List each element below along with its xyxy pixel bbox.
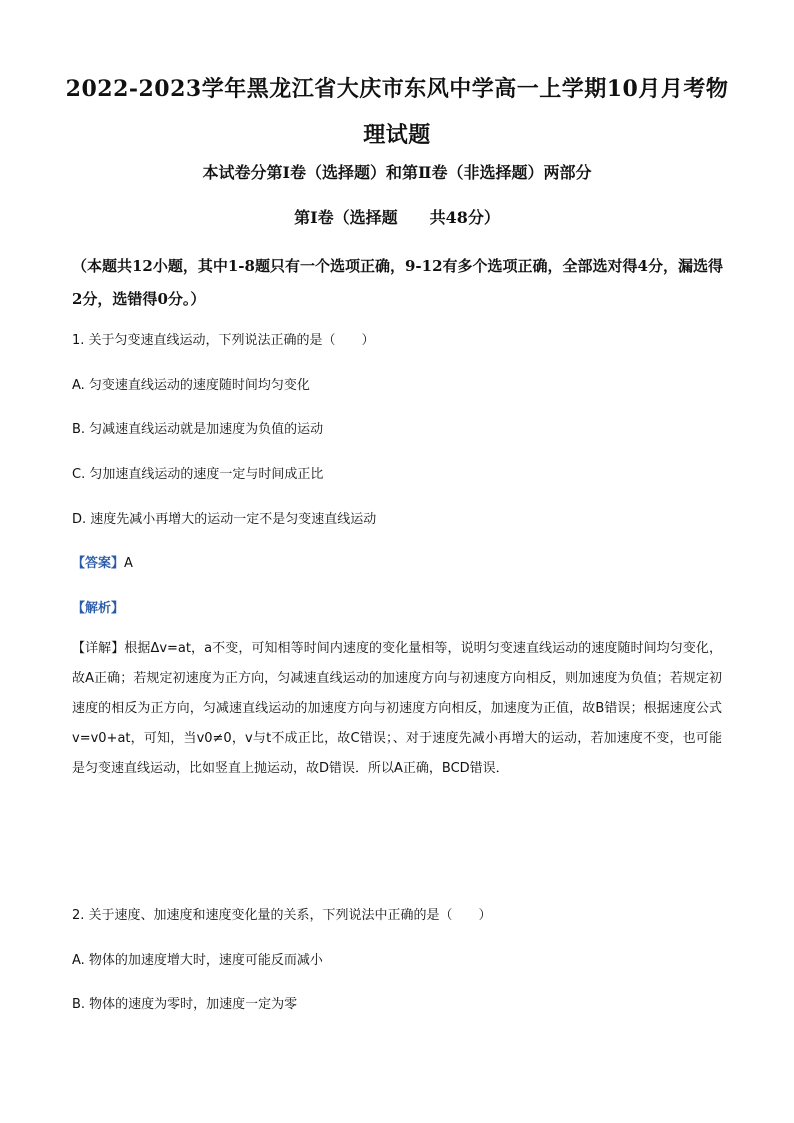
page-title: 2022-2023学年黑龙江省大庆市东风中学高一上学期10月月考物理试题 [65, 76, 729, 148]
question-1-option-c: C. 匀加速直线运动的速度一定与时间成正比 [72, 467, 324, 482]
question-2-stem: 2. 关于速度、加速度和速度变化量的关系，下列说法中正确的是（ ） [72, 908, 492, 923]
question-1-stem: 1. 关于匀变速直线运动，下列说法正确的是（ ） [72, 333, 375, 348]
question-2-option-a: A. 物体的加速度增大时，速度可能反而减小 [72, 953, 323, 968]
analysis-tag: 【解析】 [72, 601, 125, 616]
question-2-option-b: B. 物体的速度为零时，加速度一定为零 [72, 997, 298, 1012]
detail-text: 根据Δv=at，a不变，可知相等时间内速度的变化量相等，说明匀变速直线运动的速度随时间均匀变化，故A正确；若规定初速度为正方向，匀减速直线运动的加速度方向与初速度方向相反，则加速度为负值；若规定初速度的相反为正方向，匀减速直线运动的加速度方向与初速度方向相反，加速度为正值，故B错误；根据速度公式v=v0+at，可知，当v0≠0，v与t不成正比，故C错误；、对于速度先减小再增大的运动，若加速度不变，也可能是匀变速直线运动，比如竖直上抛运动，故D错误．所以A正确，BCD错误． [72, 641, 722, 776]
question-1-option-b: B. 匀减速直线运动就是加速度为负值的运动 [72, 422, 324, 437]
detail-tag: 【详解】 [72, 641, 125, 656]
answer-value: A [124, 556, 133, 571]
exam-structure-note: 本试卷分第Ⅰ卷（选择题）和第Ⅱ卷（非选择题）两部分 [202, 163, 592, 182]
answer-tag: 【答案】 [72, 556, 125, 571]
question-1-option-d: D. 速度先减小再增大的运动一定不是匀变速直线运动 [72, 512, 377, 527]
section-instructions: （本题共12小题，其中1-8题只有一个选项正确，9-12有多个选项正确，全部选对得4分，漏选得2分，选错得0分。） [72, 257, 723, 308]
question-1-answer [72, 552, 133, 571]
section-heading: 第Ⅰ卷（选择题 共48分） [294, 208, 500, 227]
question-1-analysis-heading [72, 597, 124, 616]
question-1-detail [72, 634, 722, 784]
question-1-option-a: A. 匀变速直线运动的速度随时间均匀变化 [72, 378, 310, 393]
